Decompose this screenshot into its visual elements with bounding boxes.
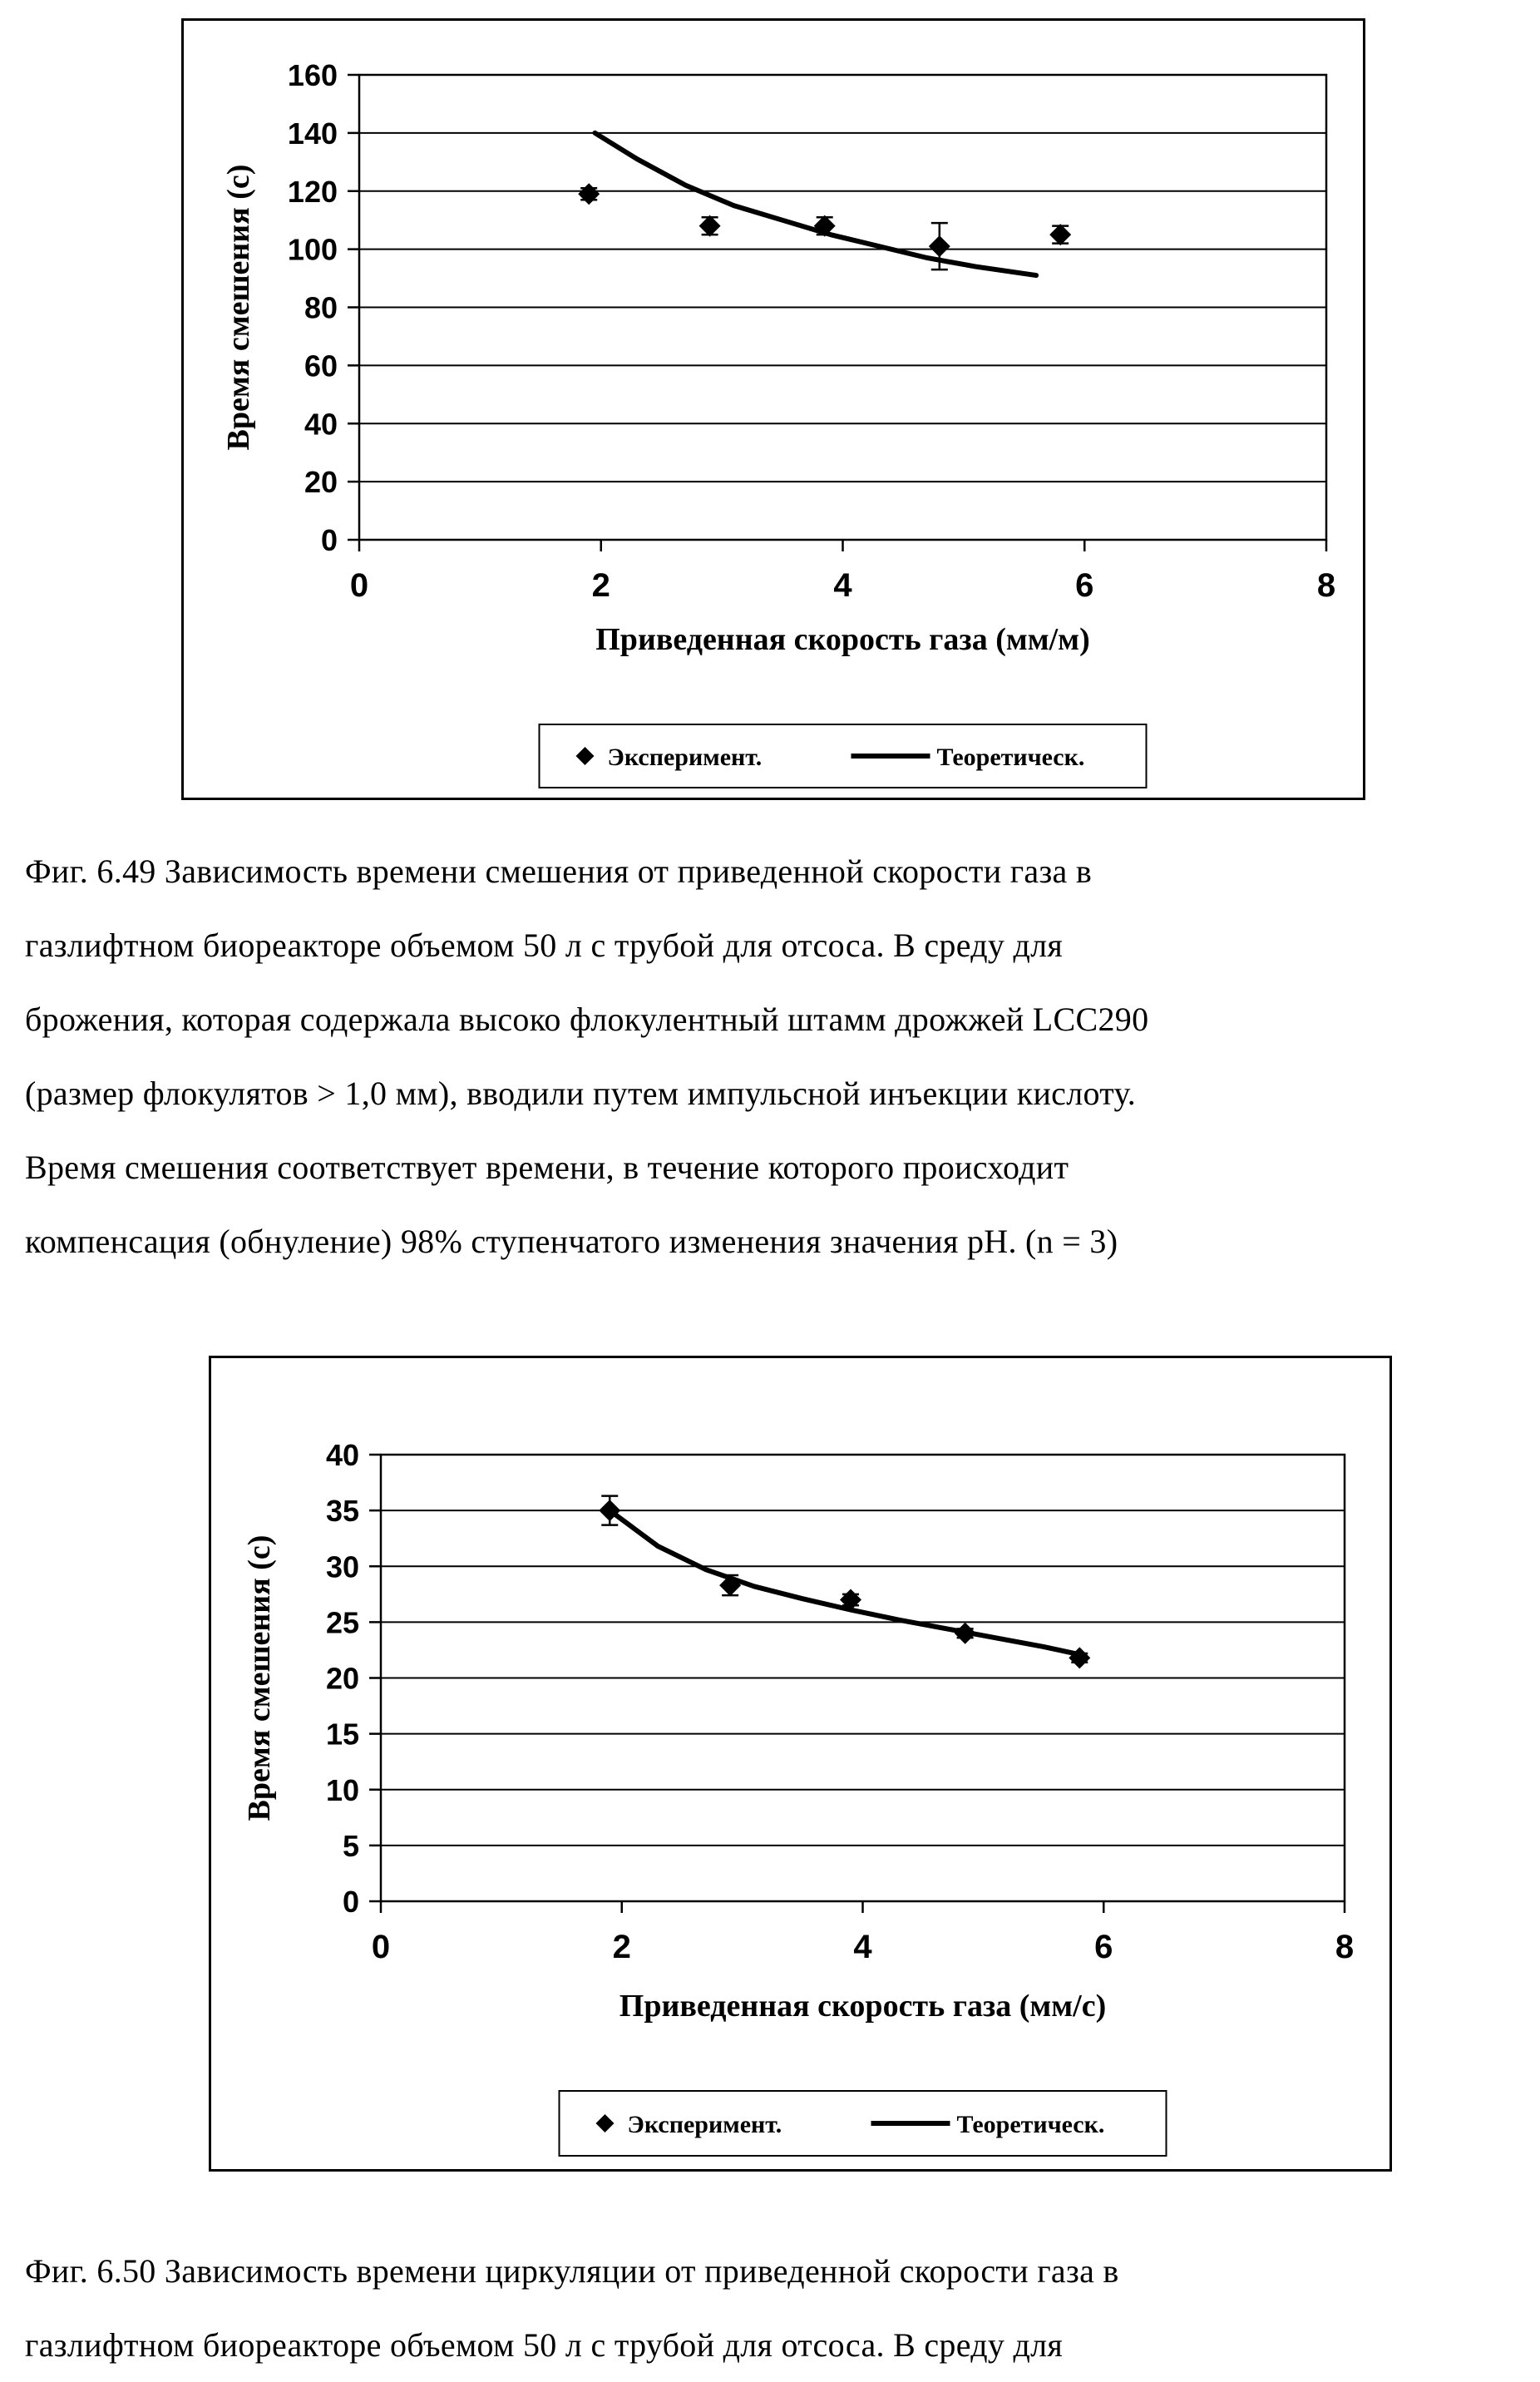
y-tick-label: 0 (320, 523, 338, 557)
x-tick-label: 2 (612, 1929, 631, 1965)
x-tick-label: 0 (349, 567, 369, 604)
figure-6-49-chart (181, 18, 1365, 800)
caption-line: Фиг. 6.50 Зависимость времени циркуляции от приведенной скорости газа в (25, 2252, 1119, 2290)
y-tick-label: 80 (304, 290, 338, 325)
x-tick-label: 6 (1094, 1929, 1113, 1965)
x-tick-label: 4 (853, 1929, 872, 1965)
x-tick-label: 6 (1075, 567, 1094, 604)
y-tick-label: 35 (325, 1494, 359, 1529)
y-tick-label: 140 (287, 116, 338, 151)
y-tick-label: 120 (287, 174, 338, 209)
caption-line: газлифтном биореакторе объемом 50 л с трубой для отсоса. В среду для (25, 927, 1064, 964)
y-tick-label: 40 (325, 1438, 359, 1472)
caption-line: Фиг. 6.49 Зависимость времени смешения от приведенной скорости газа в (25, 852, 1093, 890)
x-tick-label: 2 (591, 567, 610, 604)
mixing-time-chart (184, 21, 1363, 798)
x-tick-label: 8 (1335, 1929, 1355, 1965)
x-axis-title: Приведенная скорость газа (мм/с) (619, 1989, 1107, 2024)
caption-line: газлифтном биореакторе объемом 50 л с трубой для отсоса. В среду для (25, 2326, 1064, 2364)
data-point-diamond-icon (578, 183, 600, 205)
legend (560, 2091, 1167, 2156)
x-tick-label: 8 (1316, 567, 1336, 604)
y-tick-label: 20 (325, 1661, 359, 1696)
figure-6-50-caption (25, 2234, 1522, 2382)
legend-label-experiment: Эксперимент. (627, 2111, 782, 2138)
y-tick-label: 15 (325, 1717, 359, 1752)
theoretical-line (610, 1510, 1079, 1654)
y-axis-title: Время смешения (с) (242, 1534, 277, 1821)
legend-label-theoretical: Теоретическ. (956, 2111, 1105, 2138)
y-tick-label: 100 (287, 232, 338, 267)
legend-label-experiment: Эксперимент. (607, 744, 763, 771)
y-tick-label: 160 (287, 58, 338, 92)
figure-6-49-caption (25, 834, 1522, 1278)
legend-label-theoretical: Теоретическ. (936, 744, 1085, 771)
data-point-diamond-icon (955, 1623, 976, 1644)
data-point-diamond-icon (929, 235, 950, 257)
data-point-diamond-icon (1069, 1647, 1090, 1668)
legend (540, 724, 1147, 788)
caption-line: (размер флокулятов > 1,0 мм), вводили путем импульсной инъекции кислоту. (25, 1075, 1137, 1112)
figure-6-50-chart (209, 1356, 1392, 2172)
y-tick-label: 10 (325, 1772, 359, 1807)
y-tick-label: 30 (325, 1549, 359, 1584)
x-axis-title: Приведенная скорость газа (мм/м) (595, 622, 1090, 657)
caption-line: компенсация (обнуление) 98% ступенчатого изменения значения pH. (n = 3) (25, 1223, 1118, 1260)
plot-area (242, 1438, 1354, 2024)
x-tick-label: 0 (371, 1929, 391, 1965)
data-point-diamond-icon (699, 215, 721, 237)
circulation-time-chart (211, 1358, 1389, 2169)
y-tick-label: 40 (304, 407, 338, 442)
y-axis-title: Время смешения (с) (221, 164, 256, 451)
caption-line: брожения, которая содержала высоко флокулентный штамм дрожжей LCC290 (25, 1001, 1149, 1038)
plot-area (221, 58, 1335, 657)
theoretical-line (595, 133, 1036, 275)
y-tick-label: 20 (304, 465, 338, 500)
data-point-diamond-icon (1049, 224, 1071, 245)
caption-line: Время смешения соответствует времени, в течение которого происходит (25, 1149, 1069, 1186)
x-tick-label: 4 (833, 567, 852, 604)
y-tick-label: 25 (325, 1605, 359, 1640)
y-tick-label: 60 (304, 348, 338, 383)
y-tick-label: 5 (342, 1828, 359, 1863)
y-tick-label: 0 (342, 1885, 359, 1919)
